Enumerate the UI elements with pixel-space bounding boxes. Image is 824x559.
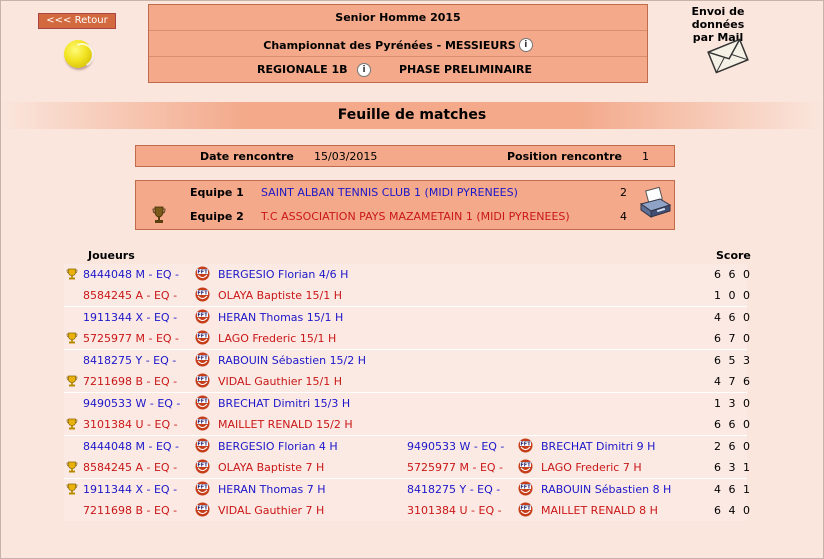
match-block bbox=[64, 393, 752, 435]
player-row bbox=[64, 501, 752, 519]
score-column-header: Score bbox=[716, 249, 751, 262]
position-label: Position rencontre bbox=[507, 150, 622, 163]
position-value: 1 bbox=[642, 150, 649, 163]
championship-row bbox=[149, 38, 647, 52]
info-icon[interactable]: i bbox=[357, 63, 371, 77]
team2-row bbox=[136, 206, 674, 228]
set-scores: 6 6 0 bbox=[714, 418, 752, 431]
player-name[interactable]: RABOUIN Sébastien 15/2 H bbox=[218, 354, 367, 367]
fft-logo-icon bbox=[195, 373, 210, 388]
tennis-ball-icon bbox=[64, 40, 92, 68]
match-block bbox=[64, 307, 752, 349]
championship-title: Championnat des Pyrénées - MESSIEURS bbox=[263, 39, 516, 52]
player-name[interactable]: BRECHAT Dimitri 15/3 H bbox=[218, 397, 351, 410]
svg-text:FFT: FFT bbox=[197, 484, 208, 491]
team1-row bbox=[136, 182, 674, 204]
header-panel bbox=[148, 4, 648, 83]
player-row bbox=[64, 265, 752, 283]
division-label: REGIONALE 1B bbox=[257, 63, 348, 76]
partner-name[interactable]: MAILLET RENALD 8 H bbox=[541, 504, 658, 517]
header-divider bbox=[149, 30, 647, 31]
meeting-info-bar bbox=[135, 145, 675, 167]
category-title: Senior Homme 2015 bbox=[335, 11, 461, 24]
page-title: Feuille de matches bbox=[0, 102, 824, 129]
player-row bbox=[64, 437, 752, 455]
player-license: 7211698 B - EQ - bbox=[83, 375, 178, 388]
partner-name[interactable]: LAGO Frederic 7 H bbox=[541, 461, 642, 474]
player-license: 7211698 B - EQ - bbox=[83, 504, 178, 517]
player-name[interactable]: BERGESIO Florian 4/6 H bbox=[218, 268, 349, 281]
mail-label-line1: Envoi de données bbox=[691, 5, 745, 31]
svg-text:FFT: FFT bbox=[197, 398, 208, 405]
player-license: 8584245 A - EQ - bbox=[83, 461, 178, 474]
player-license: 8418275 Y - EQ - bbox=[83, 354, 177, 367]
set-scores: 1 3 0 bbox=[714, 397, 752, 410]
fft-logo-icon bbox=[195, 330, 210, 345]
player-name[interactable]: HERAN Thomas 7 H bbox=[218, 483, 326, 496]
fft-logo-icon bbox=[518, 438, 533, 453]
fft-logo-icon bbox=[195, 416, 210, 431]
svg-text:FFT: FFT bbox=[197, 312, 208, 319]
trophy-icon bbox=[152, 206, 166, 224]
svg-text:FFT: FFT bbox=[520, 505, 531, 512]
fft-logo-icon bbox=[195, 309, 210, 324]
fft-logo-icon bbox=[195, 287, 210, 302]
mail-label-line2: par Mail bbox=[692, 31, 744, 44]
set-scores: 6 6 0 bbox=[714, 268, 752, 281]
match-block bbox=[64, 350, 752, 392]
fft-logo-icon bbox=[518, 481, 533, 496]
set-scores: 6 3 1 bbox=[714, 461, 752, 474]
partner-license: 9490533 W - EQ - bbox=[407, 440, 505, 453]
printer-icon[interactable] bbox=[638, 187, 672, 221]
team1-name[interactable]: SAINT ALBAN TENNIS CLUB 1 (MIDI PYRENEES) bbox=[261, 186, 518, 199]
winner-trophy-icon bbox=[66, 418, 78, 430]
player-license: 1911344 X - EQ - bbox=[83, 311, 178, 324]
svg-text:FFT: FFT bbox=[197, 462, 208, 469]
partner-license: 3101384 U - EQ - bbox=[407, 504, 502, 517]
player-name[interactable]: BERGESIO Florian 4 H bbox=[218, 440, 338, 453]
svg-text:FFT: FFT bbox=[197, 419, 208, 426]
fft-logo-icon bbox=[195, 352, 210, 367]
svg-text:FFT: FFT bbox=[197, 441, 208, 448]
partner-name[interactable]: RABOUIN Sébastien 8 H bbox=[541, 483, 672, 496]
mail-envelope-icon[interactable] bbox=[706, 34, 750, 78]
player-name[interactable]: HERAN Thomas 15/1 H bbox=[218, 311, 344, 324]
winner-trophy-icon bbox=[66, 268, 78, 280]
player-license: 1911344 X - EQ - bbox=[83, 483, 178, 496]
player-license: 9490533 W - EQ - bbox=[83, 397, 181, 410]
svg-text:FFT: FFT bbox=[520, 484, 531, 491]
set-scores: 6 7 0 bbox=[714, 332, 752, 345]
info-icon[interactable]: i bbox=[519, 38, 533, 52]
set-scores: 1 0 0 bbox=[714, 289, 752, 302]
svg-text:FFT: FFT bbox=[197, 376, 208, 383]
back-button[interactable]: <<< Retour bbox=[38, 13, 116, 29]
fft-logo-icon bbox=[195, 266, 210, 281]
fft-logo-icon bbox=[195, 459, 210, 474]
partner-license: 8418275 Y - EQ - bbox=[407, 483, 501, 496]
player-name[interactable]: OLAYA Baptiste 7 H bbox=[218, 461, 325, 474]
winner-trophy-icon bbox=[66, 461, 78, 473]
player-row bbox=[64, 372, 752, 390]
set-scores: 4 6 0 bbox=[714, 311, 752, 324]
fft-logo-icon bbox=[195, 395, 210, 410]
winner-trophy-icon bbox=[66, 375, 78, 387]
set-scores: 6 4 0 bbox=[714, 504, 752, 517]
svg-text:FFT: FFT bbox=[197, 355, 208, 362]
player-row bbox=[64, 458, 752, 476]
set-scores: 4 7 6 bbox=[714, 375, 752, 388]
fft-logo-icon bbox=[195, 481, 210, 496]
team2-name[interactable]: T.C ASSOCIATION PAYS MAZAMETAIN 1 (MIDI PYRENEES) bbox=[261, 210, 570, 223]
fft-logo-icon bbox=[518, 459, 533, 474]
partner-license: 5725977 M - EQ - bbox=[407, 461, 504, 474]
fft-logo-icon bbox=[518, 502, 533, 517]
player-license: 8584245 A - EQ - bbox=[83, 289, 178, 302]
svg-text:FFT: FFT bbox=[197, 505, 208, 512]
team1-score: 2 bbox=[620, 186, 627, 199]
team1-label: Equipe 1 bbox=[190, 186, 244, 199]
teams-panel bbox=[135, 180, 675, 230]
winner-trophy-icon bbox=[66, 483, 78, 495]
phase-label: PHASE PRELIMINAIRE bbox=[399, 63, 533, 76]
player-name[interactable]: LAGO Frederic 15/1 H bbox=[218, 332, 337, 345]
player-row bbox=[64, 480, 752, 498]
player-row bbox=[64, 329, 752, 347]
player-license: 8444048 M - EQ - bbox=[83, 268, 180, 281]
svg-text:FFT: FFT bbox=[197, 290, 208, 297]
svg-text:FFT: FFT bbox=[197, 333, 208, 340]
player-name[interactable]: MAILLET RENALD 15/2 H bbox=[218, 418, 353, 431]
team2-score: 4 bbox=[620, 210, 627, 223]
player-license: 5725977 M - EQ - bbox=[83, 332, 180, 345]
player-name[interactable]: VIDAL Gauthier 7 H bbox=[218, 504, 325, 517]
set-scores: 6 5 3 bbox=[714, 354, 752, 367]
players-column-header: Joueurs bbox=[88, 249, 135, 262]
svg-text:FFT: FFT bbox=[520, 462, 531, 469]
player-name[interactable]: VIDAL Gauthier 15/1 H bbox=[218, 375, 343, 388]
match-block bbox=[64, 264, 752, 306]
svg-text:FFT: FFT bbox=[197, 269, 208, 276]
player-row bbox=[64, 394, 752, 412]
date-value: 15/03/2015 bbox=[314, 150, 378, 163]
player-row bbox=[64, 415, 752, 433]
player-row bbox=[64, 308, 752, 326]
match-block bbox=[64, 436, 752, 478]
set-scores: 2 6 0 bbox=[714, 440, 752, 453]
player-row bbox=[64, 351, 752, 369]
match-block bbox=[64, 479, 752, 521]
header-divider bbox=[149, 56, 647, 57]
fft-logo-icon bbox=[195, 502, 210, 517]
player-row bbox=[64, 286, 752, 304]
player-name[interactable]: OLAYA Baptiste 15/1 H bbox=[218, 289, 343, 302]
player-license: 8444048 M - EQ - bbox=[83, 440, 180, 453]
svg-text:FFT: FFT bbox=[520, 441, 531, 448]
winner-trophy-icon bbox=[66, 332, 78, 344]
set-scores: 4 6 1 bbox=[714, 483, 752, 496]
player-license: 3101384 U - EQ - bbox=[83, 418, 178, 431]
fft-logo-icon bbox=[195, 438, 210, 453]
partner-name[interactable]: BRECHAT Dimitri 9 H bbox=[541, 440, 656, 453]
date-label: Date rencontre bbox=[200, 150, 294, 163]
team2-label: Equipe 2 bbox=[190, 210, 244, 223]
